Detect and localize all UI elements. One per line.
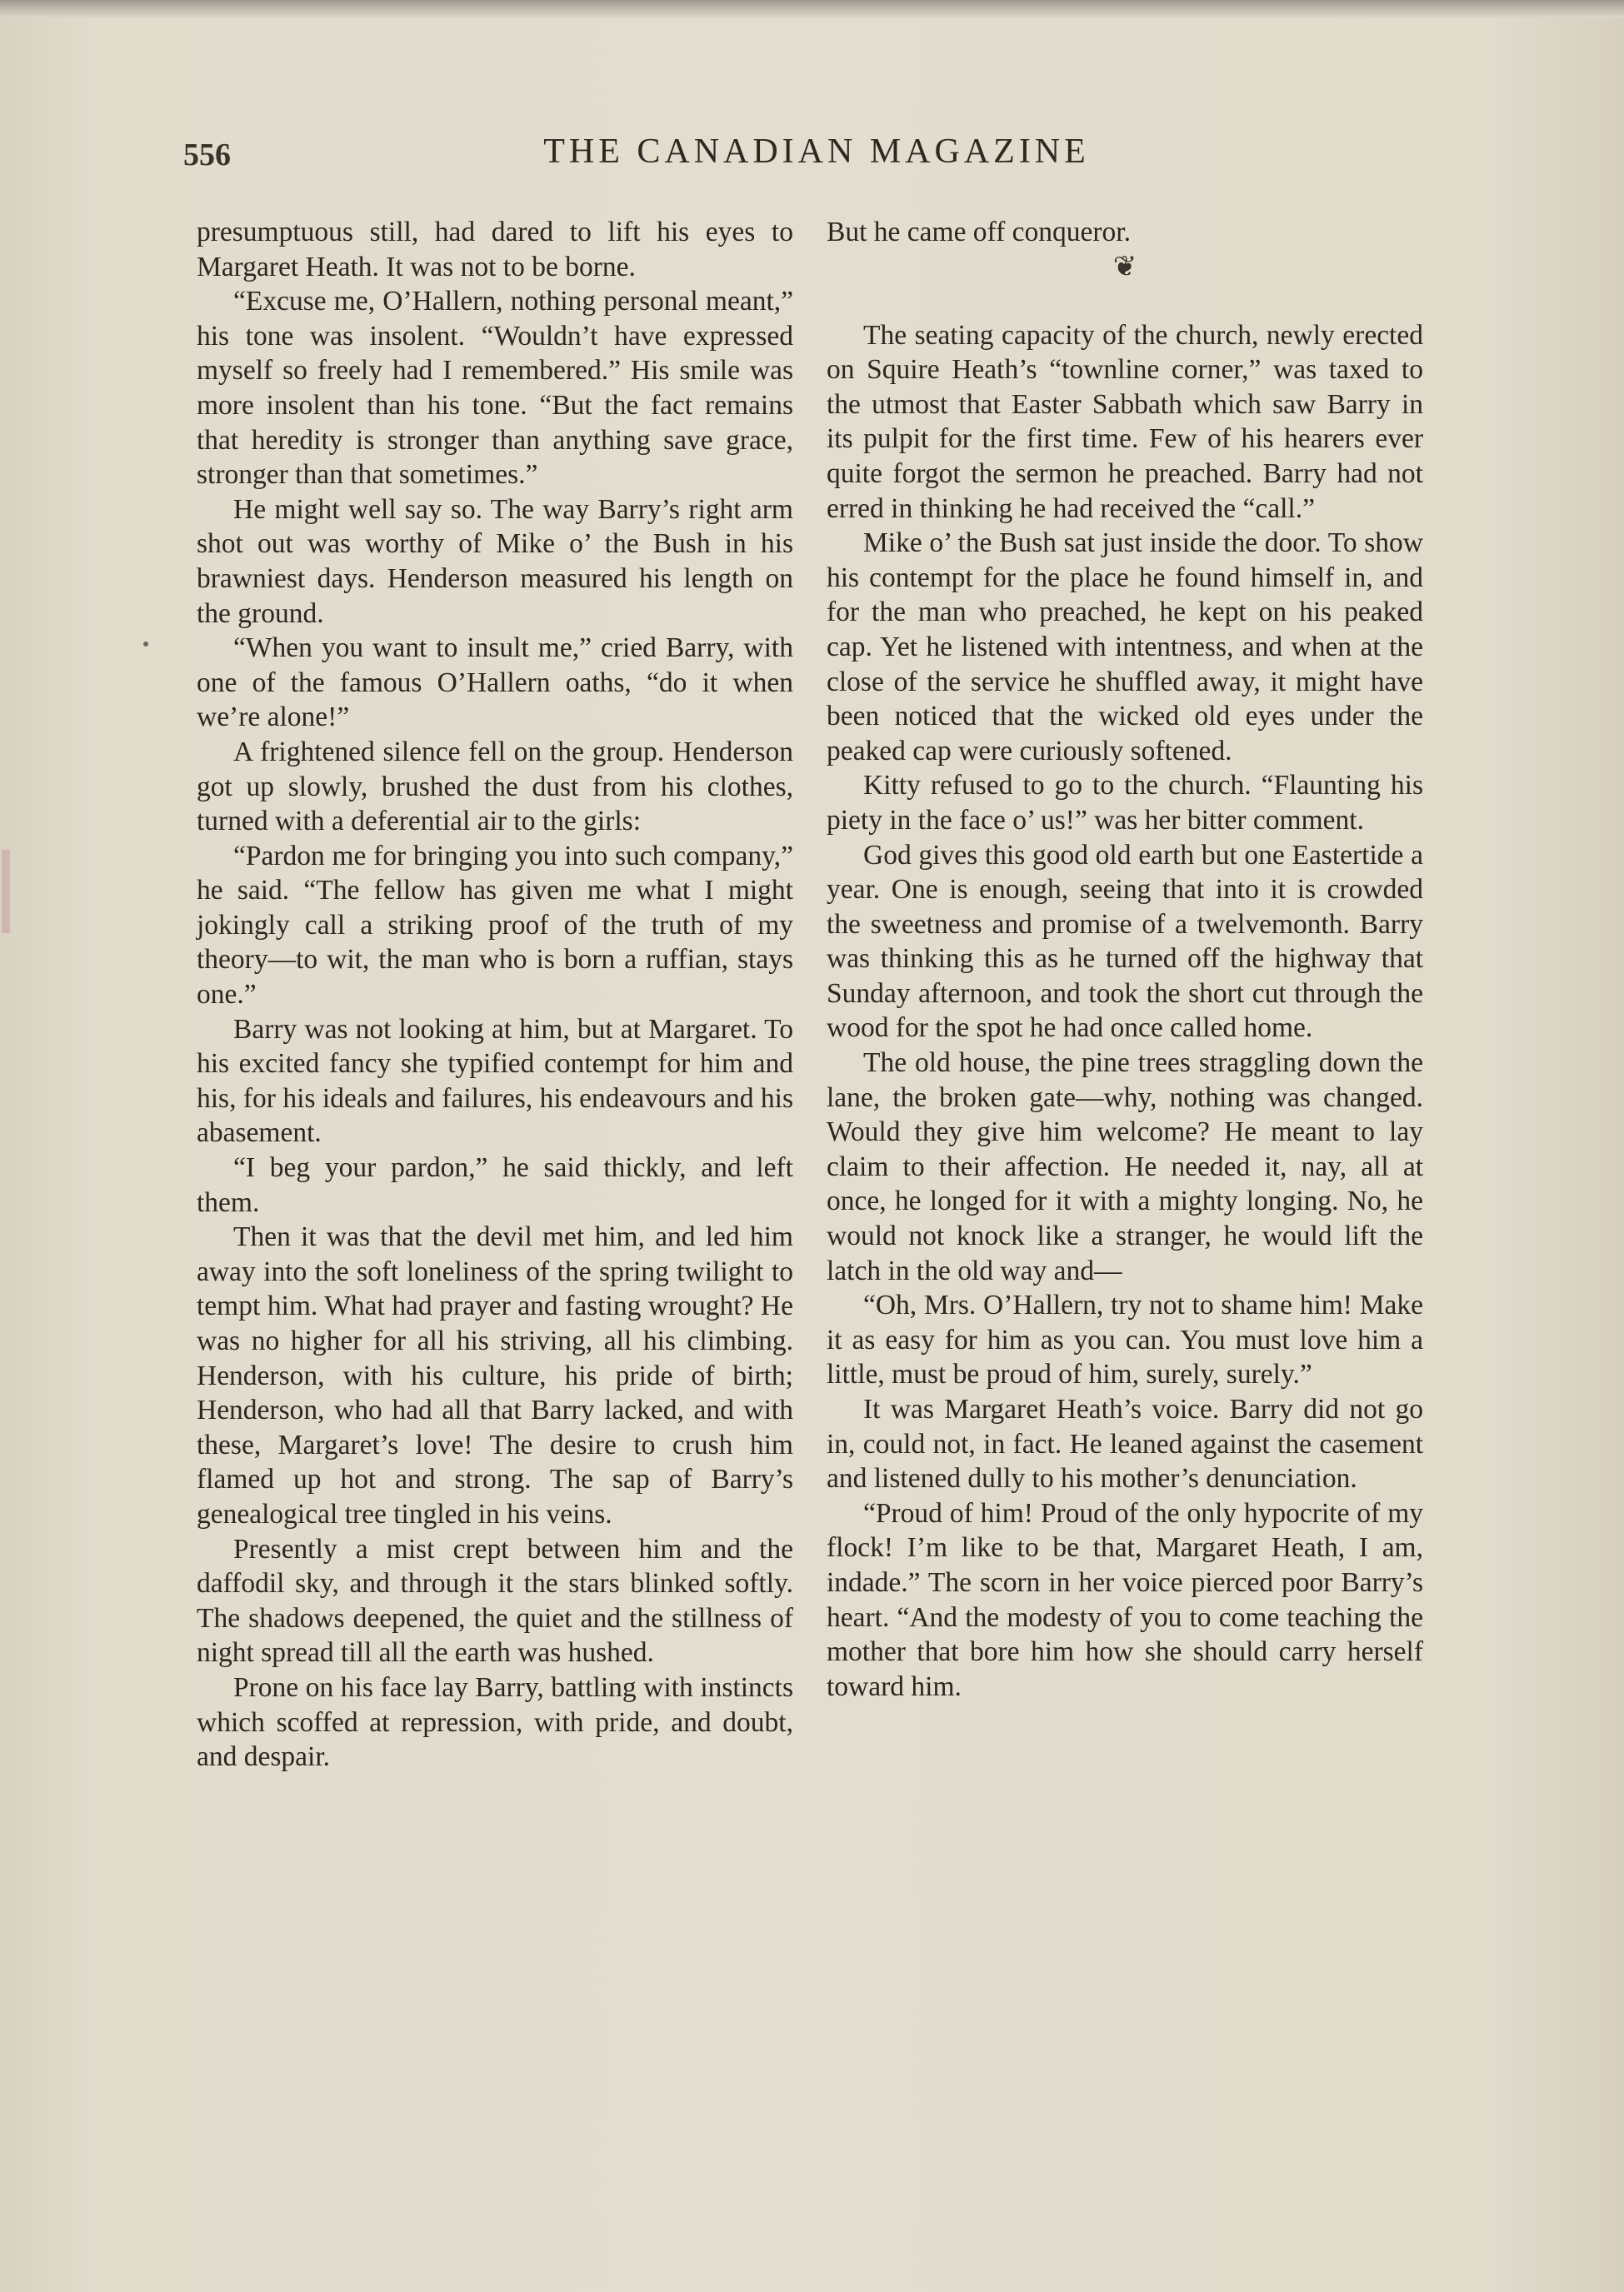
paragraph: Prone on his face lay Barry, battling with instincts which scoffed at repression, with pride, and doubt, and despair. [197,1671,793,1773]
paragraph: Kitty refused to go to the church. “Flaunting his piety in the face o’ us!” was her bitter comment. [827,770,1423,836]
right-column [827,215,1423,1704]
paragraph: A frightened silence fell on the group. Henderson got up slowly, brushed the dust from his clothes, turned with a deferential air to the girls: [197,736,793,837]
page-header [0,123,1624,190]
paragraph: Barry was not looking at him, but at Margaret. To his excited fancy she typified contempt for him and his, for his ideals and failures, his endeavours and his abasement. [197,1013,793,1149]
margin-stain [2,850,10,933]
paragraph: Presently a mist crept between him and the daffodil sky, and through it the stars blinked softly. The shadows deepened, the quiet and the stillness of night spread till all the earth was hushed. [197,1533,793,1669]
paragraph: “Oh, Mrs. O’Hallern, try not to shame him! Make it as easy for him as you can. You must love him a little, must be proud of him, surely, surely.” [827,1290,1423,1391]
section-break-ornament: ❦ [1112,251,1137,282]
paragraph: He might well say so. The way Barry’s right arm shot out was worthy of Mike o’ the Bush in his brawniest days. Henderson measured his length on the ground. [197,493,793,629]
paragraph: presumptuous still, had dared to lift his eyes to Margaret Heath. It was not to be borne. [197,217,793,282]
paragraph: Mike o’ the Bush sat just inside the door. To show his contempt for the place he found himself in, and for the man who preached, he kept on his peaked cap. Yet he listened with intentness, and when at the close of the service he shuffled away, it might have been noticed that the wicked old eyes under the peaked cap were curiously softened. [827,527,1423,766]
margin-dot [143,642,148,647]
page-top-edge [0,0,1624,18]
paragraph: “When you want to insult me,” cried Barry, with one of the famous O’Hallern oaths, “do it when we’re alone!” [197,632,793,733]
paragraph: It was Margaret Heath’s voice. Barry did not go in, could not, in fact. He leaned against the casement and listened dully to his mother’s denunciation. [827,1394,1423,1495]
page-number: 556 [183,137,231,172]
paragraph: “Pardon me for bringing you into such company,” he said. “The fellow has given me what I might jokingly call a striking proof of the truth of my theory—to wit, the man who is born a ruffian, stays one.” [197,840,793,1011]
running-title: THE CANADIAN MAGAZINE [543,132,1090,171]
paragraph: Then it was that the devil met him, and led him away into the soft loneliness of the spring twilight to tempt him. What had prayer and fasting wrought? He was no higher for all his striving, all his climbing. Henderson, with his culture, his pride of birth; Henderson, who had all that Barry lacked, and with these, Margaret’s love! The desire to crush him flamed up hot and strong. The sap of Barry’s genealogical tree tingled in his veins. [197,1221,793,1530]
paragraph: “Proud of him! Proud of the only hypocrite of my flock! I’m like to be that, Margaret Heath, I am, indade.” The scorn in her voice pierced poor Barry’s heart. “And the modesty of you to come teaching the mother that bore him how she should carry herself toward him. [827,1497,1423,1702]
paragraph: God gives this good old earth but one Eastertide a year. One is enough, seeing that into it is crowded the sweetness and promise of a twelvemonth. Barry was thinking this as he turned off the highway that Sunday afternoon, and took the short cut through the wood for the spot he had once called home. [827,839,1423,1044]
paragraph: The seating capacity of the church, newly erected on Squire Heath’s “townline corner,” was taxed to the utmost that Easter Sabbath which saw Barry in its pulpit for the first time. Few of his hearers ever quite forgot the sermon he preached. Barry had not erred in thinking he had received the “call.” [827,319,1423,524]
paragraph: “Excuse me, O’Hallern, nothing personal meant,” his tone was insolent. “Wouldn’t have expressed myself so freely had I remembered.” His smile was more insolent than his tone. “But the fact remains that heredity is stronger than anything save grace, stronger than that sometimes.” [197,286,793,491]
paragraph: The old house, the pine trees straggling down the lane, the broken gate—why, nothing was changed. Would they give him welcome? He meant to lay claim to their affection. He needed it, nay, all at once, he longed for it with a mighty longing. No, he would not knock like a stranger, he would lift the latch in the old way and— [827,1047,1423,1286]
left-column [197,215,793,1775]
paragraph: “I beg your pardon,” he said thickly, and left them. [197,1152,793,1218]
paragraph: But he came off conqueror. [827,217,1131,247]
